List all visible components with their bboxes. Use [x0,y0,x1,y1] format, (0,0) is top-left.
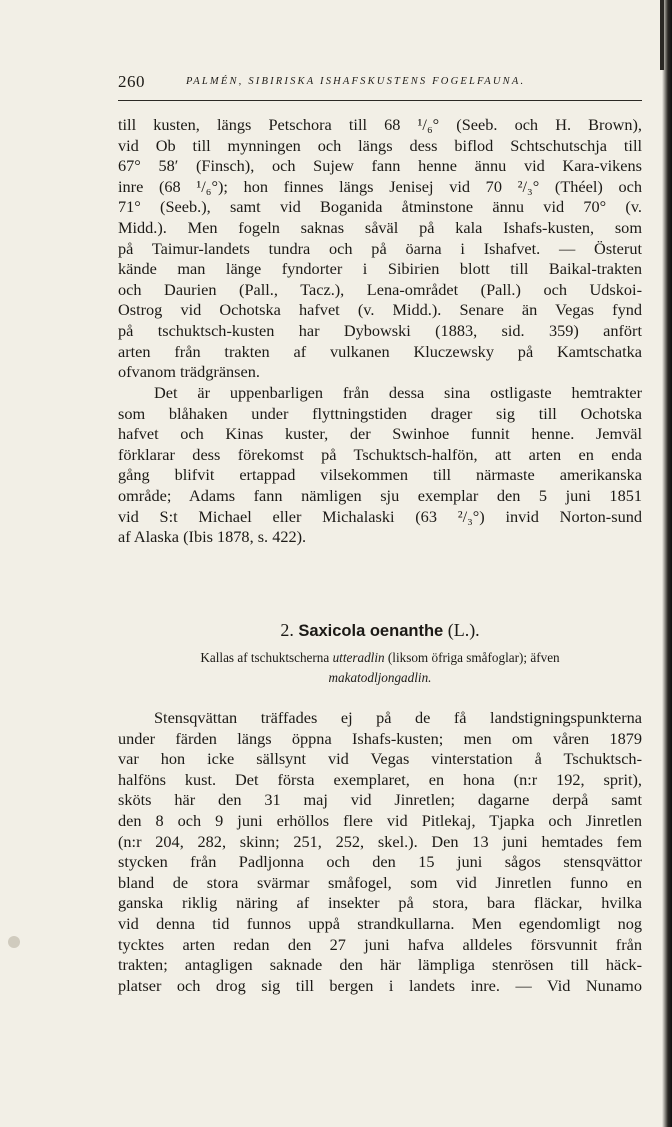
vernacular-word-2: makatodljongadlin. [328,670,432,685]
page-number: 260 [118,72,145,91]
text-line: den 8 och 9 juni erhöllos flere vid Pitlekaj, Tjapka och Jinretlen [118,810,642,830]
header-rule [118,100,642,101]
text-line: gång blifvit ertappad vilsekommen till närmaste amerikanska [118,465,642,485]
text-line: tycktes arten redan den 27 juni hafva alldeles försvunnit från [118,934,642,954]
page-edge-dark-strip [660,0,664,70]
text-line: stycken från Padljonna och den 15 juni sågos stensqvättor [118,852,642,872]
text-line: Ostrog vid Ochotska hafvet (v. Midd.). Senare än Vegas fynd [118,300,642,320]
text-line: och Daurien (Pall., Tacz.), Lena-området (Pall.) och Udskoi- [118,279,642,299]
vernacular-word-1: utteradlin [332,650,385,665]
text-line: trakten; antagligen saknade den här lämpliga stenrösen till häck- [118,955,642,975]
running-head: PALMÉN, SIBIRISKA ISHAFSKUSTENS FOGELFAUNA. [186,76,526,87]
text-line: arten från trakten af vulkanen Kluczewsky på Kamtschatka [118,341,642,361]
text-line: vid Ob till mynningen och längs dess biflod Schtschutschja till [118,135,642,155]
text-line: 67° 58′ (Finsch), och Sujew fann henne ännu vid Kara-vikens [118,156,642,176]
text-line: Midd.). Men fogeln saknas såväl på kala Ishafs-kusten, som [118,217,642,237]
text-line: 71° (Seeb.), samt vid Boganida åtminstone ännu vid 70° (v. [118,197,642,217]
species-heading [118,620,642,641]
text-line: bland de stora svärmar småfogel, som vid Jinretlen funno en [118,872,642,892]
text-line: område; Adams fann nämligen sju exemplar den 5 juni 1851 [118,485,642,505]
vernacular-prefix: Kallas af tschuktscherna [200,650,333,665]
text-line: förklarar dess förekomst på Tschuktsch-halfön, att arten en enda [118,444,642,464]
vernacular-mid: (liksom öfriga småfoglar); äfven [384,650,560,665]
vernacular-note [118,648,642,688]
text-line: ofvanom trädgränsen. [118,362,260,382]
species-author: (L.). [447,620,480,640]
species-name: Saxicola oenanthe [298,622,444,640]
text-line: af Alaska (Ibis 1878, s. 422). [118,527,307,547]
text-line: Det är uppenbarligen från dessa sina ostligaste hemtrakter [154,383,642,402]
text-line: hafvet och Kinas kuster, der Swinhoe funnit henne. Jemväl [118,424,642,444]
text-line: var hon icke sällsynt vid Vegas vinterstation å Tschuktsch- [118,749,642,769]
text-line: på tschuktsch-kusten har Dybowski (1883, sid. 359) anfört [118,320,642,340]
text-line: platser och drog sig till bergen i landets inre. — Vid Nunamo [118,975,642,995]
paragraph-3 [118,708,642,996]
species-number: 2. [280,620,294,640]
paragraph-1 [118,115,642,383]
text-line: till kusten, längs Petschora till 68 ¹/₆° (Seeb. och H. Brown), [118,115,642,134]
text-line: sköts här den 31 maj vid Jinretlen; dagarne derpå samt [118,790,642,810]
margin-smudge [8,936,20,948]
page-edge-shadow [662,0,672,1127]
paragraph-2 [118,383,642,548]
text-line: halföns kust. Det första exemplaret, en hona (n:r 192, sprit), [118,769,642,789]
page-header [118,72,642,94]
text-line: (n:r 204, 282, skinn; 251, 252, skel.). Den 13 juni hemtades fem [118,831,642,851]
text-line: som blåhaken under flyttningstiden drager sig till Ochotska [118,403,642,423]
text-line: Stensqvättan träffades ej på de få landstigningspunkterna [154,708,642,727]
text-line: ganska riklig näring af insekter på stora, bara fläckar, hvilka [118,893,642,913]
text-line: vid S:t Michael eller Michalaski (63 ²/₃°) invid Norton-sund [118,506,642,526]
text-line: inre (68 ¹/₆°); hon finnes längs Jenisej vid 70 ²/₃° (Théel) och [118,176,642,196]
text-line: på Taimur-landets tundra och på öarna i Ishafvet. — Österut [118,238,642,258]
text-line: kände man länge fyndorter i Sibirien blott till Baikal-trakten [118,259,642,279]
text-line: vid denna tid funnos uppå strandkullarna. Men egendomligt nog [118,913,642,933]
text-line: under färden längs öppna Ishafs-kusten; men om våren 1879 [118,728,642,748]
